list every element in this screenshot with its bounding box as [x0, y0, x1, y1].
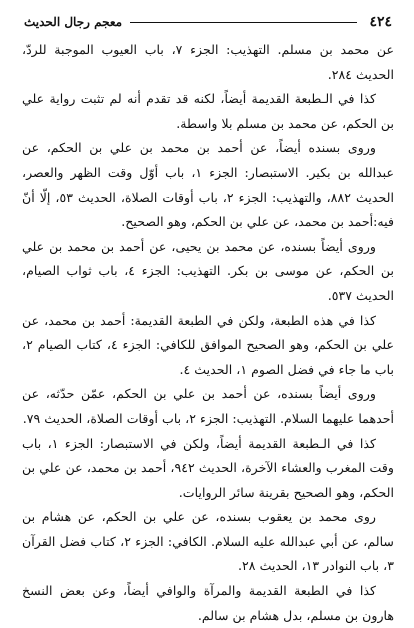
page-body: [22, 38, 394, 628]
paragraph: كذا في الـطبعة القديمة أيضاً، لكنه قد تقدم أنه لم تثبت رواية علي بن الحكم، عن محمد بن مسلم بلا واسطة.: [22, 91, 394, 131]
paragraph: وروى بسنده أيضاً، عن أحمد بن محمد بن علي بن الحكم، عن عبدالله بن بكير. الاستبصار: الجزء ١، باب أوّل وقت الظهر والعصر، الحديث ٨٨٢، والتهذيب: الجزء ٢، باب أوقات الصلاة، الحديث ٥٣، إلّا أنّ فيه:أحمد بن محمد، عن علي بن الحكم، وهو الصحيح.: [22, 140, 394, 230]
book-title: معجم رجال الحديث: [24, 15, 123, 29]
paragraph: وروى أيضاً بسنده، عن أحمد بن علي بن الحكم، عمّن حدّثه، عن أحدهما عليهما السلام. التهذيب: الجزء ٢، باب أوقات الصلاة، الحديث ٧٩.: [22, 386, 394, 426]
paragraph: كذا في الطبعة القديمة والمرآة والوافي أيضاً، وعن بعض النسخ هارون بن مسلم، بدل هشام بن سالم.: [22, 583, 394, 623]
page-header: [24, 12, 392, 32]
paragraph: وروى أيضاً بسنده، عن محمد بن يحيى، عن أحمد بن محمد بن علي بن الحكم، عن موسى بن بكر. التهذيب: الجزء ٤، باب ثواب الصيام، الحديث ٥٣٧.: [22, 238, 394, 303]
paragraph: كذا في هذه الطبعة، ولكن في الطبعة القديمة: أحمد بن محمد، عن علي بن الحكم، وهو الصحيح الموافق للكافي: الجزء ٤، كتاب الصيام ٢، باب ما جاء في فضل الصوم ١، الحديث ٤.: [22, 312, 394, 377]
page-number: ٤٢٤: [369, 14, 392, 30]
paragraph: عن محمد بن مسلم. التهذيب: الجزء ٧، باب العيوب الموجبة للردّ، الحديث ٢٨٤.: [22, 42, 395, 82]
paragraph: كذا في الـطبعة القديمة أيضاً، ولكن في الاستبصار: الجزء ١، باب وقت المغرب والعشاء الآخرة، الحديث ٩٤٢، أحمد بن محمد، عن علي بن الحكم، وهو الصحيح بقرينة سائر الروايات.: [22, 435, 394, 500]
header-rule: [130, 22, 357, 23]
paragraph: روى محمد بن يعقوب بسنده، عن علي بن الحكم، عن هشام بن سالم، عن أبي عبدالله عليه السلام. الكافي: الجزء ٢، كتاب فضل القرآن ٣، باب النوادر ١٣، الحديث ٢٨.: [22, 509, 394, 574]
